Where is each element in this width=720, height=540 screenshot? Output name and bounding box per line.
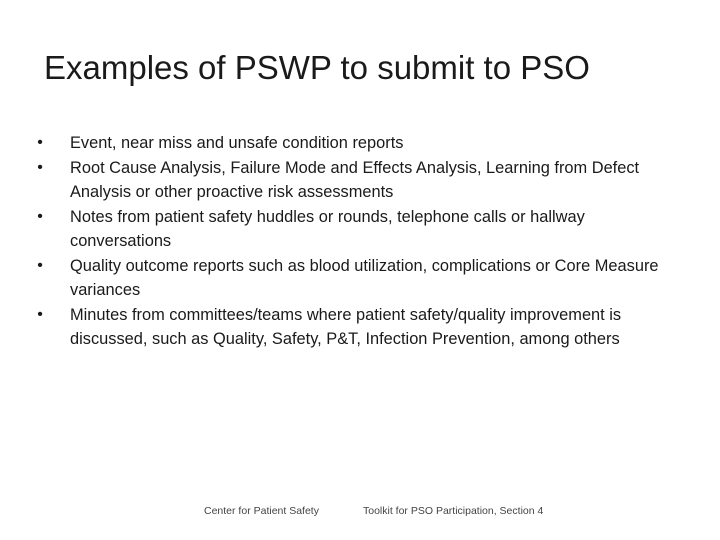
bullet-item xyxy=(30,303,670,351)
bullet-list xyxy=(30,131,670,352)
bullet-icon: • xyxy=(37,257,43,274)
bullet-item xyxy=(30,131,670,155)
bullet-text: Root Cause Analysis, Failure Mode and Effects Analysis, Learning from Defect Analysis or other proactive risk assessments xyxy=(70,159,640,201)
bullet-text: Notes from patient safety huddles or rounds, telephone calls or hallway conversations xyxy=(70,208,585,250)
bullet-item xyxy=(30,156,670,204)
bullet-item xyxy=(30,254,670,302)
bullet-icon: • xyxy=(37,306,43,323)
bullet-text: Event, near miss and unsafe condition reports xyxy=(70,134,404,152)
bullet-text: Quality outcome reports such as blood utilization, complications or Core Measure variances xyxy=(70,257,659,299)
bullet-item xyxy=(30,205,670,253)
footer-organization: Center for Patient Safety xyxy=(204,505,319,517)
bullet-icon: • xyxy=(37,208,43,225)
bullet-icon: • xyxy=(37,134,43,151)
footer-section: Toolkit for PSO Participation, Section 4 xyxy=(363,505,544,517)
bullet-icon: • xyxy=(37,159,43,176)
bullet-text: Minutes from committees/teams where patient safety/quality improvement is discussed, such as Quality, Safety, P&T, Infection Prevention, among others xyxy=(70,306,622,348)
slide-title: Examples of PSWP to submit to PSO xyxy=(44,49,590,86)
